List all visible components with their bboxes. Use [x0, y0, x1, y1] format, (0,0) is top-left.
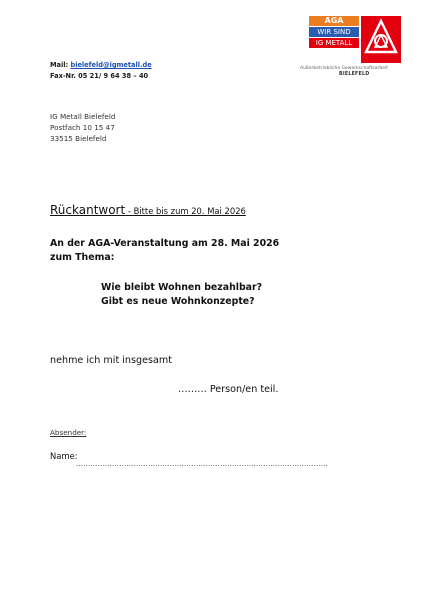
reply-heading [50, 203, 246, 217]
address-line-1: IG Metall Bielefeld [50, 112, 116, 121]
reply-separator: - [125, 206, 134, 216]
participation-line-2: ……… Person/en teil. [178, 384, 279, 395]
mail-line [50, 61, 152, 69]
mail-link[interactable]: bielefeld@igmetall.de [70, 61, 152, 69]
topic-line-1: Wie bleibt Wohnen bezahlbar? [101, 282, 263, 293]
reply-title: Rückantwort [50, 203, 126, 217]
logo-subtitle: Außerbetriebliche Gewerkschaftsarbeit [300, 66, 388, 71]
fax-number: Fax-Nr. 05 21/ 9 64 38 – 40 [50, 72, 149, 80]
logo-city: BIELEFELD [339, 72, 370, 77]
ig-metall-emblem-icon [361, 16, 401, 63]
aga-logo-line1: AGA [309, 16, 359, 26]
mail-label: Mail: [50, 61, 71, 69]
event-line-1: An der AGA-Veranstaltung am 28. Mai 2026 [50, 238, 280, 249]
aga-logo-line3: IG METALL [309, 38, 359, 48]
topic-line-2: Gibt es neue Wohnkonzepte? [101, 296, 255, 307]
sender-label: Absender: [50, 428, 87, 437]
name-label: Name: [50, 451, 78, 461]
reply-deadline: Bitte bis zum 20. Mai 2026 [133, 206, 246, 216]
aga-logo-line2: WIR SIND [309, 27, 359, 37]
ig-metall-logo-icon [361, 16, 401, 63]
address-line-2: Postfach 10 15 47 [50, 123, 115, 132]
address-line-3: 33515 Bielefeld [50, 134, 107, 143]
participation-line-1: nehme ich mit insgesamt [50, 355, 172, 366]
event-line-2: zum Thema: [50, 252, 115, 263]
name-fill-line[interactable]: …………………………………………………………………………………………… [76, 460, 328, 468]
